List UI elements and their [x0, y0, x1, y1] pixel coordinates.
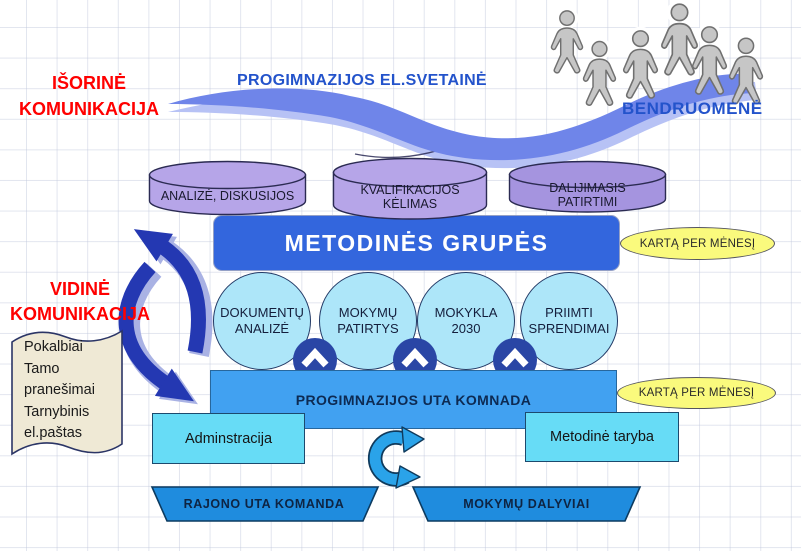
methodical-council-box [525, 412, 679, 462]
community-label: BENDRUOMENĖ [622, 99, 763, 118]
channel-item: Tarnybinis [24, 403, 90, 420]
cylinder-label: KVALIFIKACIJOS KĖLIMAS [360, 182, 460, 211]
cylinder-analize-diskusijos [148, 160, 307, 217]
cylinder-label: ANALIZĖ, DISKUSIJOS [160, 188, 295, 203]
uta-team-bar-label: PROGIMNAZIJOS UTA KOMNADA [295, 391, 532, 408]
website-title: PROGIMNAZIJOS EL.SVETAINĖ [237, 72, 487, 89]
mokymu-dalyviai-group [411, 486, 642, 523]
topic-circle-label: MOKYKLA 2030 [434, 305, 498, 336]
rajono-uta-group [148, 486, 380, 523]
frequency-badge [620, 227, 775, 260]
mokymu-dalyviai-label: MOKYMŲ DALYVIAI [463, 496, 590, 511]
person-icon [727, 34, 765, 107]
frequency-badge [617, 377, 776, 409]
external-communication-line1: IŠORINĖ [51, 73, 126, 93]
administration-box [152, 413, 305, 464]
external-communication-label [8, 70, 170, 122]
circular-arrow-icon [362, 424, 426, 494]
administration-label: Adminstracija [184, 430, 273, 447]
frequency-badge-label: KARTĄ PER MĖNESĮ [639, 237, 756, 250]
topic-circle-label: DOKUMENTŲ ANALIZĖ [220, 305, 304, 336]
rajono-uta-label: RAJONO UTA KOMANDA [183, 496, 345, 511]
channel-item: Pokalbiai [24, 339, 83, 355]
external-communication-line2: KOMUNIKACIJA [18, 99, 159, 119]
person-icon [690, 21, 729, 99]
internal-communication-line2: KOMUNIKACIJA [9, 304, 150, 324]
methodical-council-label: Metodinė taryba [550, 429, 654, 445]
cylinder-label: DALIJIMASIS PATIRTIMI [549, 180, 626, 209]
topic-circle-label: MOKYMŲ PATIRTYS [337, 305, 399, 336]
internal-communication-line1: VIDINĖ [49, 279, 110, 299]
topic-circle-label: PRIIMTI SPRENDIMAI [528, 305, 610, 336]
person-icon [621, 25, 660, 103]
channels-note [24, 337, 95, 445]
person-icon [549, 8, 585, 75]
person-icon [581, 38, 618, 108]
internal-communication-label [0, 277, 160, 327]
methodical-groups-banner [213, 215, 620, 271]
methodical-groups-label: METODINĖS GRUPĖS [284, 229, 549, 256]
channel-item: el.paštas [24, 425, 83, 441]
cylinder-kvalifikacijos-kelimas [332, 157, 488, 222]
channel-item: Tamo [24, 360, 60, 377]
frequency-badge-label: KARTĄ PER MĖNESĮ [638, 387, 755, 399]
cylinder-dalijimasis-patirtimi [508, 160, 667, 215]
channel-item: pranešimai [24, 382, 95, 398]
